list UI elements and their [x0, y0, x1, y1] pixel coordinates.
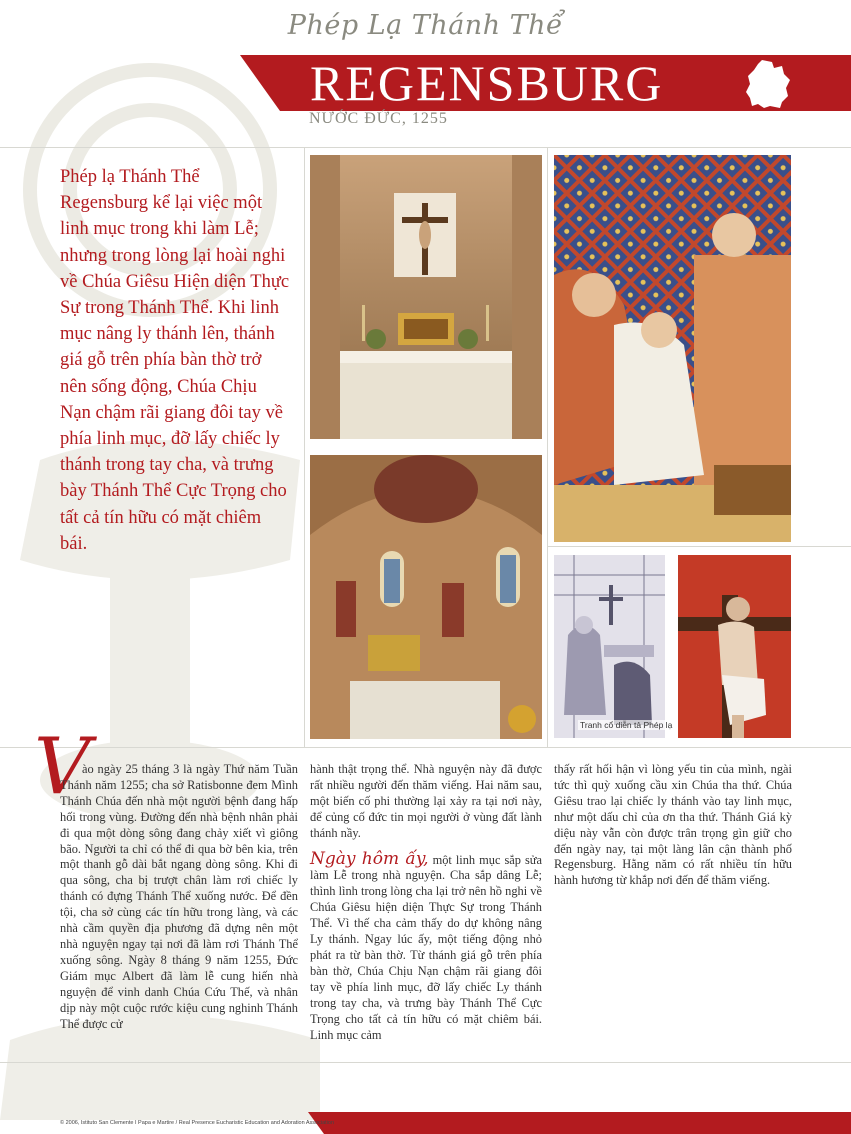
- body-paragraph-text: một linh mục sắp sửa làm Lễ trong nhà nguyện. Cha sắp dâng Lễ; thình lình trong lòng cha lại trở nên hồ nghi về Chúa Giêsu hiện diện Thực Sự trong Thánh Thể. Vì thế cha cảm thấy do dự không nâng Ly thánh. Ngay lúc ấy, một tiếng động nhỏ phát ra từ bàn thờ. Từ thánh giá gỗ trên phía bàn thờ, Chúa Chịu Nạn chậm rãi giang đôi tay về phía linh mục, đỡ lấy chiếc Ly thánh trong tay cha, và trưng bày Thánh Thể Cực Trọng cho tất cả tín hữu có mặt chiêm bái. Linh mục cảm: [310, 852, 542, 1042]
- column-rule: [304, 147, 305, 747]
- intro-text: Phép lạ Thánh Thể Regensburg kể lại việc một linh mục trong khi làm Lễ; nhưng trong lòng lại hoài nghi về Chúa Giêsu Hiện diện Thực Sự trong Thánh Thể. Khi linh mục nâng ly thánh lên, thánh giá gỗ trên phía bàn thờ trở nên sống động, Chúa Chịu Nạn chậm rãi giang đôi tay về phía linh mục, đỡ lấy chiếc ly thánh trong tay cha, và trưng bày Thánh Thể Cực Trọng cho tất cả tín hữu có mặt chiêm bái.: [60, 167, 290, 554]
- location-subtitle: NƯỚC ĐỨC, 1255: [309, 110, 448, 127]
- body-column-1: [60, 762, 298, 1032]
- engraving-photo: [554, 555, 665, 738]
- body-paragraph: hành thật trọng thể. Nhà nguyện này đã được rất nhiều người đến thăm viếng. Hai năm sau, một biến cố phi thường lại xảy ra tại nơi này, để củng cố đức tin mọi người ở vùng đất lành thánh nầy.: [310, 762, 542, 840]
- drop-cap: V: [34, 722, 91, 812]
- body-column-2: [310, 762, 542, 1043]
- column-rule: [547, 147, 548, 747]
- photo-rule: [547, 546, 851, 547]
- body-paragraph: ào ngày 25 tháng 3 là ngày Thứ năm Tuần Thánh năm 1255; cha sở Ratisbonne đem Mình Thánh Chúa đến nhà một người bệnh đang hấp hối trong vùng. Đường đến nhà bệnh nhân phải đi qua một dòng sông đang chảy xiết vì giông bão. Người ta chỉ có thể đi qua bờ bên kia, trên một thanh gỗ dài bắt ngang dòng sông. Khi đi qua sông, cha bị trượt chân làm rơi chiếc ly thánh có đựng Thánh Thể xuống nước. Để đền tội, cha sở cùng các tín hữu trong làng, và các nhà cầm quyền địa phương đã dựng nên một nhà nguyện ngay tại nơi đã làm rơi Thánh Thể xuống sông. Ngày 8 tháng 9 năm 1255, Đức Giám mục Albert đã làm lễ cung hiến nhà nguyện để vinh danh Chúa Cứu Thế, và nhân dịp này một cuộc rước kiệu cung nghinh Thánh Thể được cử: [60, 762, 298, 1031]
- copyright-notice: © 2006, Istituto San Clemente I Papa e Martire / Real Presence Eucharistic Education and Adoration Association: [60, 1120, 335, 1126]
- body-paragraph: thấy rất hối hận vì lòng yếu tin của mình, ngài tức thì quỳ xuống cầu xin Chúa tha thứ. Chúa Giêsu trao lại chiếc ly thánh vào tay linh mục, như một dấu chỉ của ơn tha thứ. Thánh Giá kỳ diệu này vẫn còn được trân trọng gìn giữ cho đến ngày nay, tại một làng lân cận thành phố Regensburg. Hằng năm có rất nhiều tín hữu hành hương từ khắp nơi đến để thăm viếng.: [554, 762, 792, 888]
- crucifix-statue-photo: [678, 555, 791, 738]
- altar-crucifix-photo: [310, 155, 542, 439]
- body-bottom-rule: [0, 1062, 851, 1063]
- city-title: REGENSBURG: [310, 55, 664, 111]
- engraving-caption: Tranh cổ diễn tả Phép lạ: [580, 720, 673, 730]
- series-title: Phép Lạ Thánh Thể: [287, 10, 564, 41]
- body-paragraph-2: [310, 848, 542, 1044]
- germany-map-icon: [744, 58, 792, 110]
- miniature-painting-photo: [554, 155, 791, 542]
- section-subhead: Ngày hôm ấy,: [310, 848, 429, 869]
- chapel-interior-photo: [310, 455, 542, 739]
- header-rule: [0, 147, 851, 148]
- body-top-rule: [0, 747, 851, 748]
- body-column-3: [554, 762, 792, 889]
- footer-banner: [308, 1112, 851, 1134]
